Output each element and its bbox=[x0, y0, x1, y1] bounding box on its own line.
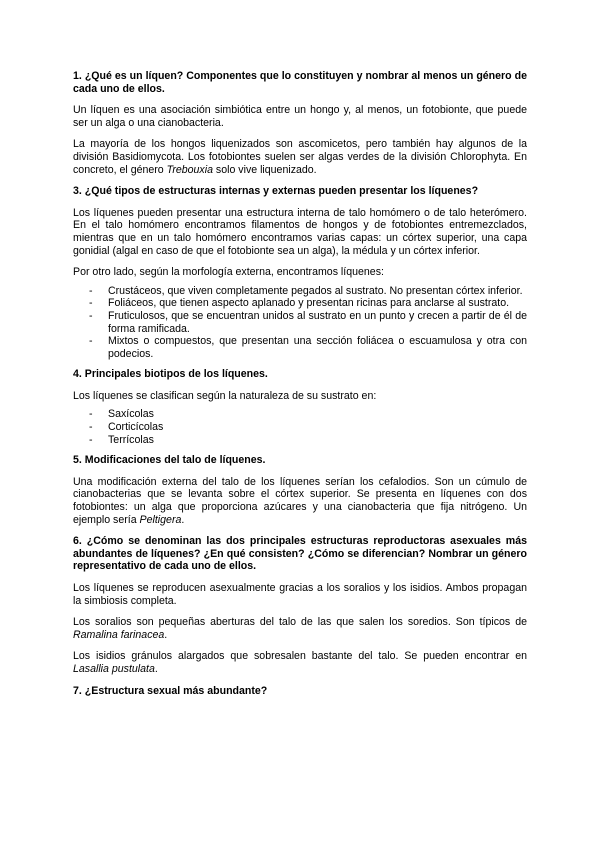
section-5-heading: 5. Modificaciones del talo de líquenes. bbox=[73, 454, 266, 467]
list-item-text: Crustáceos, que viven completamente pegados al sustrato. No presentan córtex inferior. bbox=[108, 284, 523, 297]
list-item: - Mixtos o compuestos, que presentan una sección foliácea o escuamulosa y otra con podecios. bbox=[89, 335, 527, 360]
section-1-paragraph-2 bbox=[73, 138, 527, 176]
section-5-paragraph-1 bbox=[73, 476, 527, 526]
paragraph-text: . bbox=[164, 628, 168, 641]
section-7-heading: 7. ¿Estructura sexual más abundante? bbox=[73, 684, 268, 697]
paragraph-text: Los soralios son pequeñas aberturas del talo de las que salen los soredios. Son típicos de bbox=[73, 616, 527, 629]
list-item-text: Fruticulosos, que se encuentran unidos al sustrato en un punto y crecen a partir de él de forma ramificada. bbox=[108, 309, 527, 335]
section-1-paragraph-1: Un líquen es una asociación simbiótica entre un hongo y, al menos, un fotobionte, que puede ser un alga o una cianobacteria. bbox=[73, 104, 527, 129]
list-item: - Saxícolas bbox=[89, 408, 154, 421]
species-name: Ramalina farinacea bbox=[73, 628, 165, 641]
biotype-list bbox=[73, 408, 527, 446]
paragraph-text: Los isidios gránulos alargados que sobresalen bastante del talo. Se pueden encontrar en bbox=[73, 650, 527, 663]
list-item-text: Foliáceos, que tienen aspecto aplanado y presentan ricinas para anclarse al sustrato. bbox=[108, 297, 510, 310]
genus-name: Peltigera bbox=[139, 513, 182, 526]
paragraph-text: La mayoría de los hongos liquenizados son ascomicetos, pero también hay algunos de la división Basidiomycota. Los fotobiontes suelen ser algas verdes de la división Chlorophyta. En concreto, el género bbox=[73, 138, 527, 176]
list-item: - Corticícolas bbox=[89, 421, 164, 434]
section-3-paragraph-2: Por otro lado, según la morfología externa, encontramos líquenes: bbox=[73, 266, 384, 279]
section-5 bbox=[73, 454, 527, 526]
list-item-text: Corticícolas bbox=[108, 421, 164, 434]
section-6-heading: 6. ¿Cómo se denominan las dos principales estructuras reproductoras asexuales más abundantes de líquenes? ¿En qué consisten? ¿Cómo se diferencian? Nombrar un género representativo de cada uno de ellos. bbox=[73, 535, 527, 573]
section-6-paragraph-2 bbox=[73, 616, 527, 641]
list-item-text: Mixtos o compuestos, que presentan una sección foliácea o escuamulosa y otra con podecios. bbox=[108, 335, 527, 360]
morphology-list bbox=[73, 285, 527, 361]
section-3 bbox=[73, 185, 527, 360]
paragraph-text: . bbox=[154, 662, 158, 675]
section-6-paragraph-3 bbox=[73, 650, 527, 675]
section-3-heading: 3. ¿Qué tipos de estructuras internas y externas pueden presentar los líquenes? bbox=[73, 185, 479, 198]
paragraph-text: . bbox=[181, 513, 185, 526]
section-3-paragraph-1: Los líquenes pueden presentar una estructura interna de talo homómero o de talo heterómero. En el talo homómero encontramos filamentos de hongos y de fotobiontes entremezclados, mientras que en un talo homómero encontramos varias capas: un córtex superior, una capa gonidial (algal en caso de que el fotobionte sea un alga), la médula y un córtex inferior. bbox=[73, 206, 527, 257]
paragraph-text: Una modificación externa del talo de los líquenes serían los cefalodios. Son un cúmulo de cianobacterias que se levanta sobre el córtex superior. Se presenta en líquenes con dos fotobiontes: un alga que proporciona azúcares y una cianobacteria que fija nitrógeno. Un ejemplo sería bbox=[73, 475, 527, 526]
list-item-text: Saxícolas bbox=[108, 408, 154, 421]
section-6 bbox=[73, 535, 527, 675]
list-item: - Foliáceos, que tienen aspecto aplanado y presentan ricinas para anclarse al sustrato. bbox=[89, 297, 510, 310]
list-item-text: Terrícolas bbox=[108, 433, 154, 446]
genus-name: Trebouxia bbox=[166, 163, 213, 176]
section-1-heading: 1. ¿Qué es un líquen? Componentes que lo constituyen y nombrar al menos un género de cada uno de ellos. bbox=[73, 70, 527, 95]
paragraph-text: solo vive liquenizado. bbox=[212, 163, 317, 176]
section-7 bbox=[73, 685, 527, 698]
document-page bbox=[73, 70, 527, 706]
section-4-heading: 4. Principales biotipos de los líquenes. bbox=[73, 368, 268, 381]
species-name: Lasallia pustulata bbox=[73, 662, 155, 675]
section-1 bbox=[73, 70, 527, 176]
list-item: - Terrícolas bbox=[89, 433, 154, 446]
list-item: - Fruticulosos, que se encuentran unidos al sustrato en un punto y crecen a partir de él de forma ramificada. bbox=[89, 309, 527, 335]
section-6-paragraph-1: Los líquenes se reproducen asexualmente gracias a los soralios y los isidios. Ambos propagan la simbiosis completa. bbox=[73, 582, 527, 607]
section-4-paragraph-1: Los líquenes se clasifican según la naturaleza de su sustrato en: bbox=[73, 389, 377, 402]
list-item: - Crustáceos, que viven completamente pegados al sustrato. No presentan córtex inferior. bbox=[89, 284, 523, 297]
section-4 bbox=[73, 368, 527, 446]
